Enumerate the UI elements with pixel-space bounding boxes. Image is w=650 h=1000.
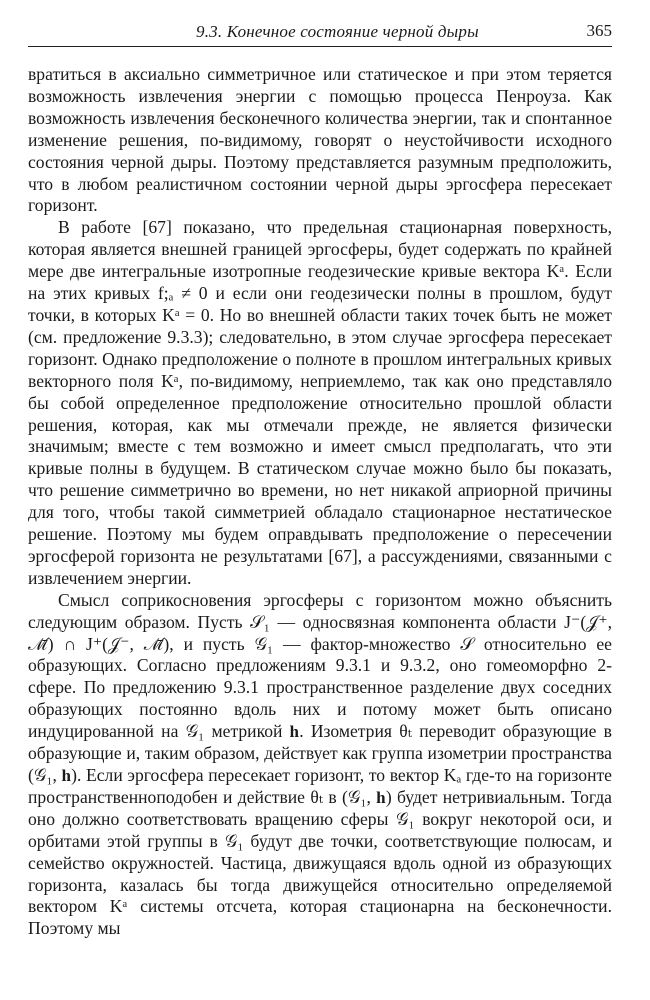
body-text (28, 64, 612, 940)
paragraph-horizon-contact: Смысл соприкосновения эргосферы с горизонтом можно объяснить следующим образом. Пусть 𝒮₁ — односвязная компонента области J⁻(𝒥⁺, ℳ̄) ∩ J⁺(𝒥⁻, ℳ̄), и пусть 𝒢₁ — фактор-множество 𝒮 относительно ее образующих. Согласно предложениям 9.3.1 и 9.3.2, оно гомеоморфно 2-сфере. По предложению 9.3.1 пространственное разделение двух соседних образующих постоянно вдоль них и потому может быть описано индуцированной на 𝒢₁ метрикой 𝐡. Изометрия θₜ переводит образующие в образующие и, таким образом, действует как группа изометрии пространства (𝒢₁, 𝐡). Если эргосфера пересекает горизонт, то вектор Kₐ где-то на горизонте пространственноподобен и действие θₜ в (𝒢₁, 𝐡) будет нетривиальным. Тогда оно должно соответствовать вращению сферы 𝒢₁ вокруг некоторой оси, и орбитами этой группы в 𝒢₁ будут две точки, соответствующие полюсам, и семейство окружностей. Частица, движущаяся вдоль одной из образующих горизонта, казалась бы тогда движущейся относительно определяемой вектором Kᵃ системы отсчета, которая стационарна на бесконечности. Поэтому мы (28, 589, 612, 939)
section-title: 9.3. Конечное состояние черной дыры (196, 22, 479, 41)
paragraph-continuation: вратиться в аксиально симметричное или статическое и при этом теряется возможность извлечения энергии с помощью процесса Пенроуза. Как возможность извлечения бесконечного количества энергии, так и спонтанное изменение решения, по-видимому, говорят о неустойчивости исходного состояния черной дыры. Поэтому представляется разумным предположить, что в любом реалистичном состоянии черной дыры эргосфера пересекает горизонт. (28, 64, 612, 216)
paragraph-ergosphere-boundary: В работе [67] показано, что предельная стационарная поверхность, которая является внешней границей эргосферы, будет содержать по крайней мере две интегральные изотропные геодезические кривые вектора Kᵃ. Если на этих кривых f;ₐ ≠ 0 и если они геодезически полны в прошлом, будут точки, в которых Kᵃ = 0. Но во внешней области таких точек быть не может (см. предложение 9.3.3); следовательно, в этом случае эргосфера пересекает горизонт. Однако предположение о полноте в прошлом интегральных кривых векторного поля Kᵃ, по-видимому, неприемлемо, так как оно представляло бы собой определенное предположение относительно прошлой области решения, которая, как мы отмечали прежде, не является физически значимым; вместе с тем возможно и имеет смысл предполагать, что эти кривые полны в будущем. В статическом случае можно было бы показать, что решение симметрично во времени, но нет никакой априорной причины для того, чтобы такой симметрией обладало стационарное нестатическое решение. Поэтому мы будем оправдывать предположение о пересечении эргосферой горизонта не результатами [67], а рассуждениями, связанными с извлечением энергии. (28, 217, 612, 588)
page-number: 365 (586, 21, 612, 40)
running-head (28, 18, 612, 47)
